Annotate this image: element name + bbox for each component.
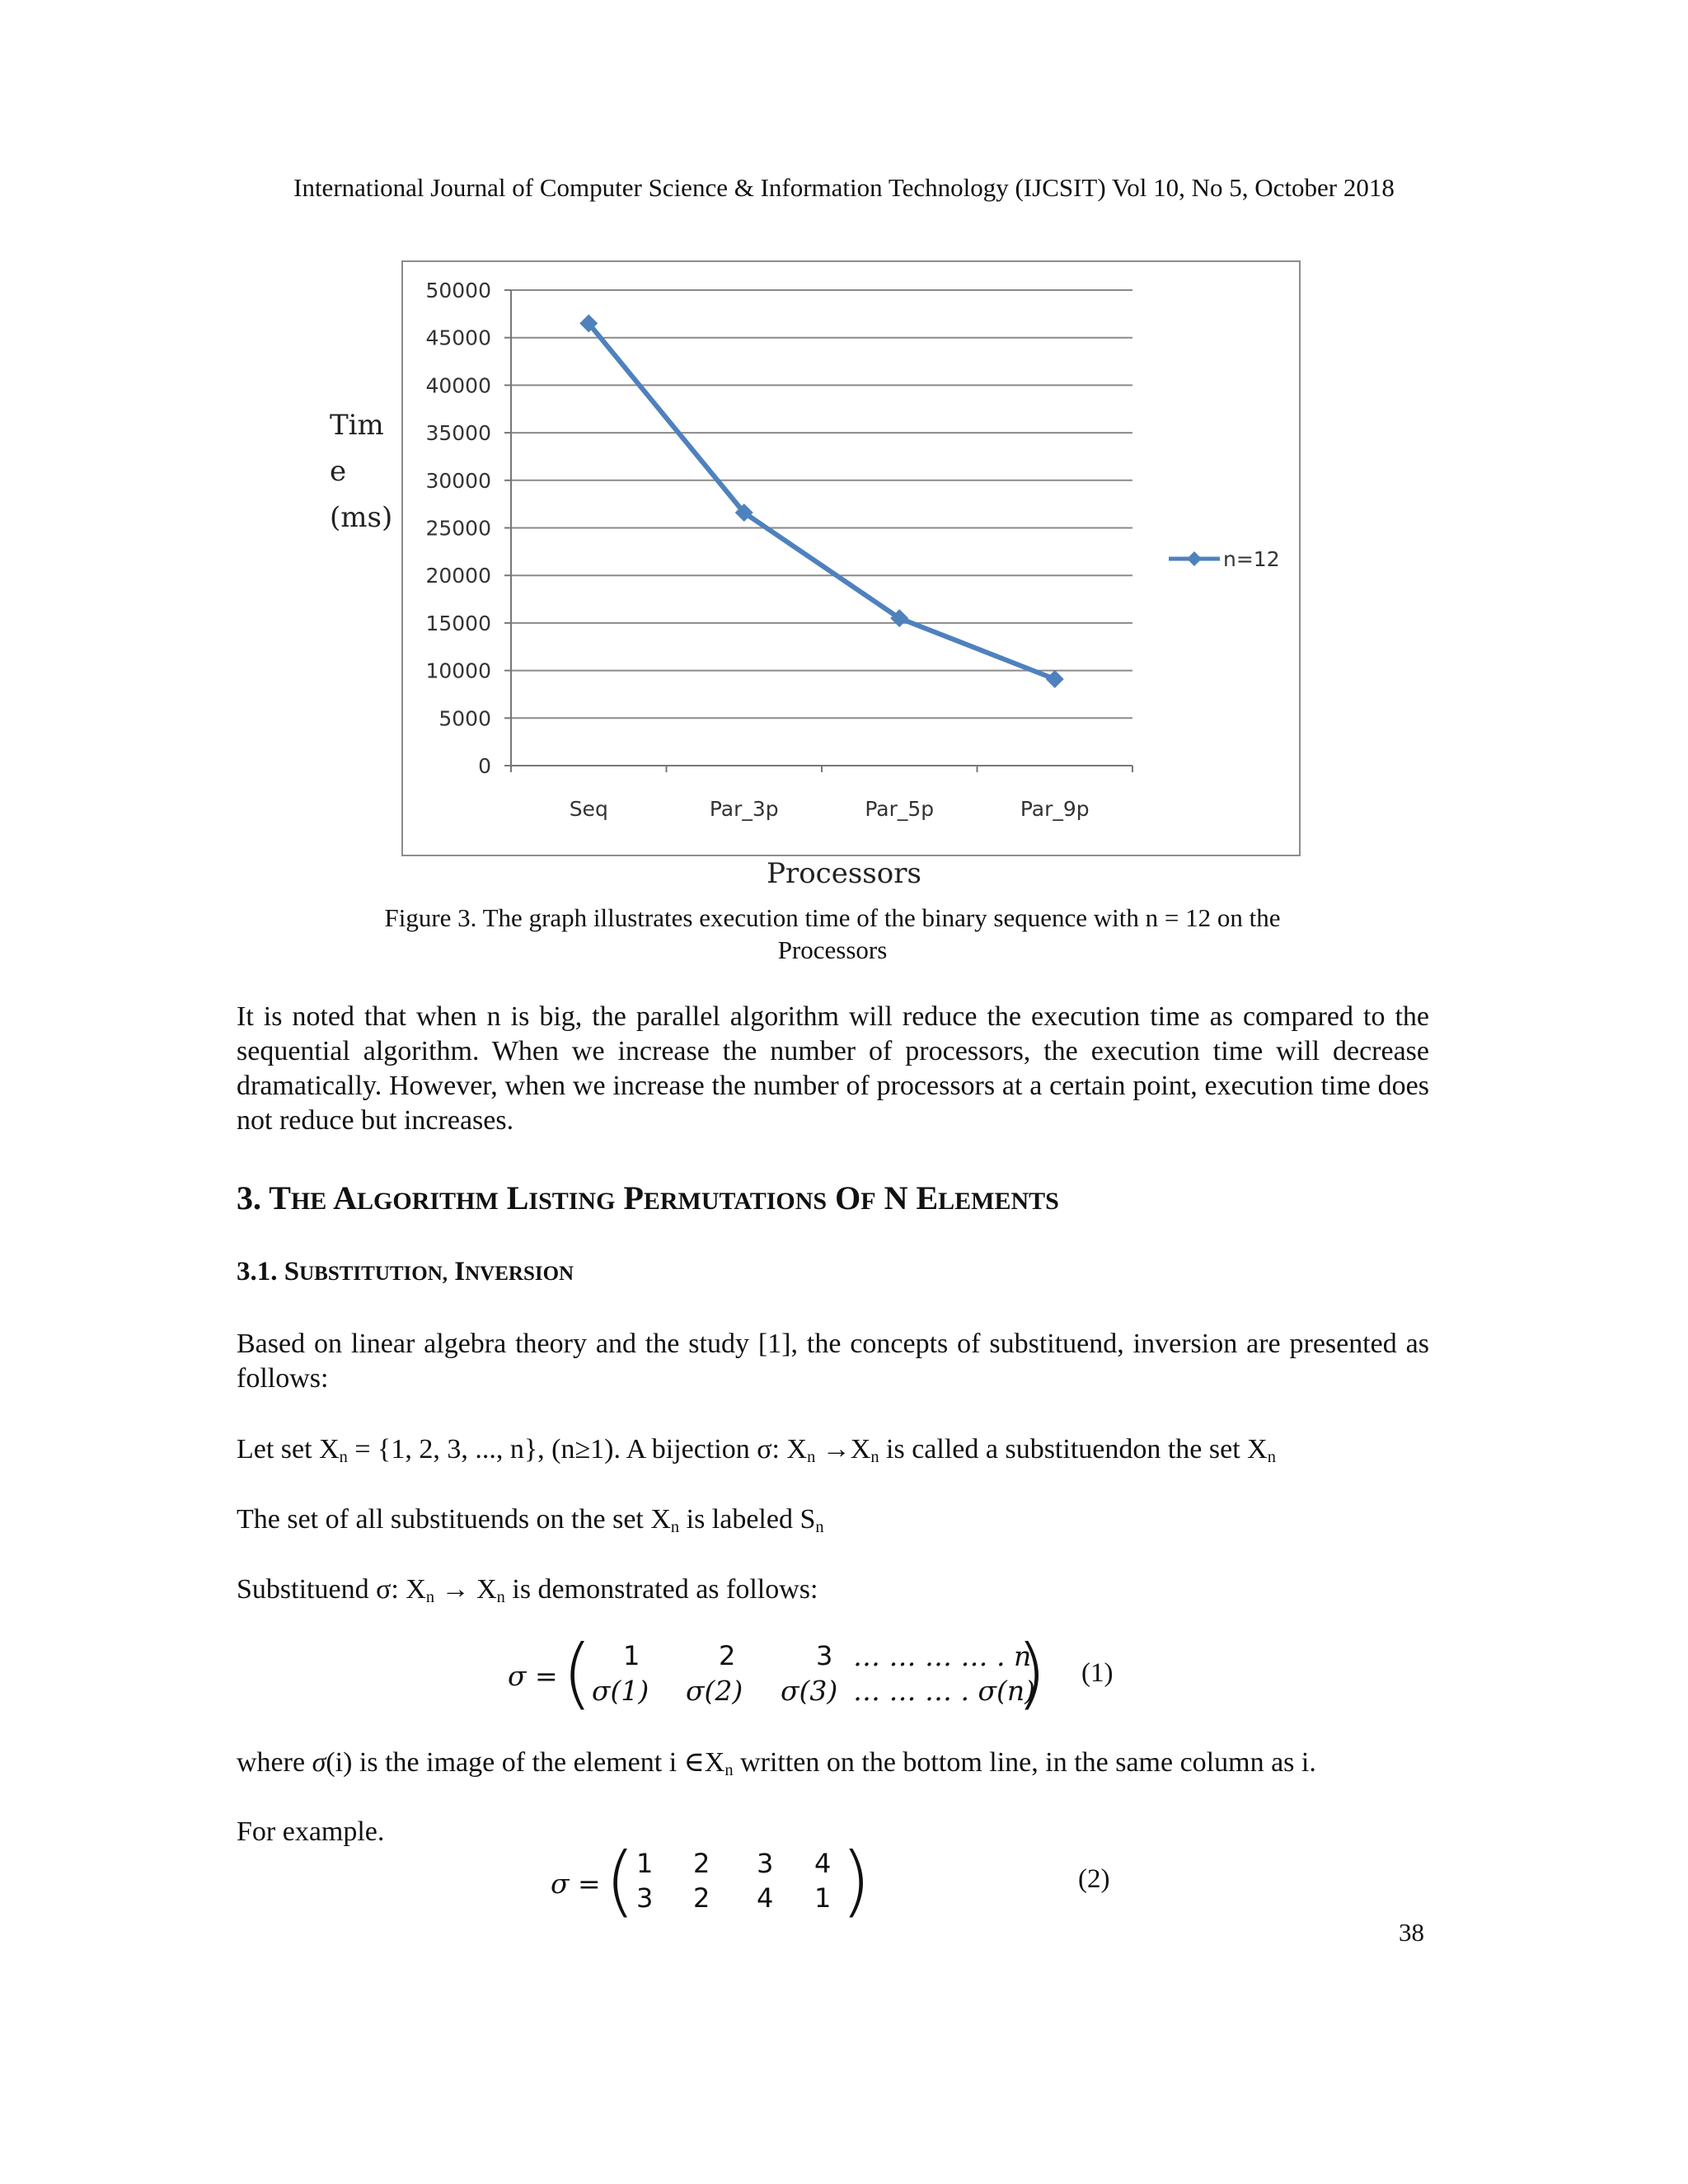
definition-set-of-substituends: The set of all substituends on the set $X_n$ is labeled $S_n$ xyxy=(237,1504,824,1537)
figure-caption xyxy=(305,902,1360,966)
y-axis-label-line: e xyxy=(330,455,347,488)
eq1-number: (1) xyxy=(1081,1658,1114,1688)
execution-time-chart xyxy=(0,0,1688,907)
eq2-left-paren: ( xyxy=(605,1836,635,1926)
caption-line-1: Figure 3. The graph illustrates execution time of the binary sequence with n = 12 on the xyxy=(384,903,1281,932)
eq1-bottom-4: … … … . σ(n) xyxy=(853,1675,1035,1707)
x-tick-label: Seq xyxy=(569,797,608,821)
eq2-bottom-3: 4 xyxy=(757,1882,774,1914)
heading-word-5: OF xyxy=(835,1179,876,1216)
paragraph-execution-note: It is noted that when n is big, the parallel algorithm will reduce the execution time as compared to the sequential algorithm. When we increase the number of processors, the execution time will decrease dramatically. However, when we increase the number of processors at a certain point, execution time does not reduce but increases. xyxy=(237,1001,1429,1136)
legend-label: n=12 xyxy=(1223,547,1280,571)
heading-word-3: LISTING xyxy=(506,1179,616,1216)
eq2-right-paren: ) xyxy=(841,1836,871,1926)
subsection-heading: 3.1. SUBSTITUTION, INVERSION xyxy=(237,1257,574,1286)
eq1-right-paren: ) xyxy=(1016,1629,1047,1718)
equation-2 xyxy=(0,1836,1688,1926)
equation-1 xyxy=(0,1629,1688,1718)
y-axis-label-line: (ms) xyxy=(330,501,393,534)
definition-let-set: Let set $X_n = \{1$, 2, 3, ..., n}, (n≥1). A bijection σ: $X_n \to X_n$ is called a substituendon the set $X_n$ xyxy=(237,1434,1276,1467)
y-tick-label: 15000 xyxy=(425,611,491,635)
for-example: For example. xyxy=(237,1816,385,1847)
y-tick-label: 30000 xyxy=(425,468,491,493)
y-axis-label-line: Tim xyxy=(330,409,384,442)
x-tick-label: Par_5p xyxy=(865,797,935,821)
eq2-top-4: 4 xyxy=(814,1848,832,1879)
y-tick-label: 10000 xyxy=(425,658,491,683)
series-line xyxy=(588,323,1055,679)
eq2-top-1: 1 xyxy=(636,1848,654,1879)
heading-word-4: PERMUTATIONS xyxy=(623,1179,828,1216)
eq1-top-2: 2 xyxy=(719,1640,736,1671)
data-point-marker xyxy=(1046,670,1064,688)
eq1-bottom-1: σ(1) xyxy=(592,1675,649,1707)
y-tick-label: 50000 xyxy=(425,279,491,302)
eq2-top-3: 3 xyxy=(757,1848,774,1879)
eq2-bottom-4: 1 xyxy=(814,1882,832,1914)
heading-word-2: ALGORITHM xyxy=(333,1179,499,1216)
legend-marker xyxy=(1187,551,1202,566)
eq1-lhs: σ = xyxy=(508,1660,558,1692)
eq1-bottom-3: σ(3) xyxy=(781,1675,838,1707)
eq2-lhs: σ = xyxy=(551,1868,601,1900)
where-explanation: where σ(i) is the image of the element i $\in X_n$ written on the bottom line, in the same column as i. xyxy=(237,1747,1316,1780)
eq2-top-2: 2 xyxy=(693,1848,710,1879)
eq2-bottom-1: 3 xyxy=(636,1882,654,1914)
y-tick-label: 20000 xyxy=(425,564,491,588)
eq1-top-4: … … … … . n xyxy=(853,1640,1032,1672)
x-axis-label: Processors xyxy=(767,857,921,890)
eq1-top-3: 3 xyxy=(816,1640,833,1671)
y-tick-label: 0 xyxy=(478,754,491,778)
y-tick-label: 5000 xyxy=(438,706,491,731)
caption-line-2: Processors xyxy=(777,935,888,964)
substituend-intro: Substituend σ: $X_n \to X_n$ is demonstrated as follows: xyxy=(237,1574,818,1607)
heading-word-7: ELEMENTS xyxy=(916,1179,1059,1216)
heading-word-6: N xyxy=(884,1179,908,1216)
heading-word-1: THE xyxy=(269,1179,327,1216)
y-tick-label: 40000 xyxy=(425,373,491,398)
y-tick-label: 25000 xyxy=(425,516,491,541)
section-heading: 3. THE ALGORITHM LISTING PERMUTATIONS OF N ELEMENTS xyxy=(237,1179,1059,1216)
journal-header: International Journal of Computer Science & Information Technology (IJCSIT) Vol 10, No 5, October 2018 xyxy=(293,173,1395,202)
x-tick-label: Par_9p xyxy=(1020,797,1090,821)
paragraph-concepts: Based on linear algebra theory and the study [1], the concepts of substituend, inversion are presented as follows: xyxy=(237,1329,1429,1394)
eq1-top-1: 1 xyxy=(623,1640,640,1671)
y-tick-label: 35000 xyxy=(425,421,491,446)
y-tick-label: 45000 xyxy=(425,326,491,350)
x-tick-label: Par_3p xyxy=(709,797,779,821)
eq1-bottom-2: σ(2) xyxy=(686,1675,743,1707)
page-number: 38 xyxy=(1399,1918,1424,1947)
eq1-left-paren: ( xyxy=(562,1629,593,1718)
eq2-number: (2) xyxy=(1078,1864,1110,1894)
eq2-bottom-2: 2 xyxy=(693,1882,710,1914)
